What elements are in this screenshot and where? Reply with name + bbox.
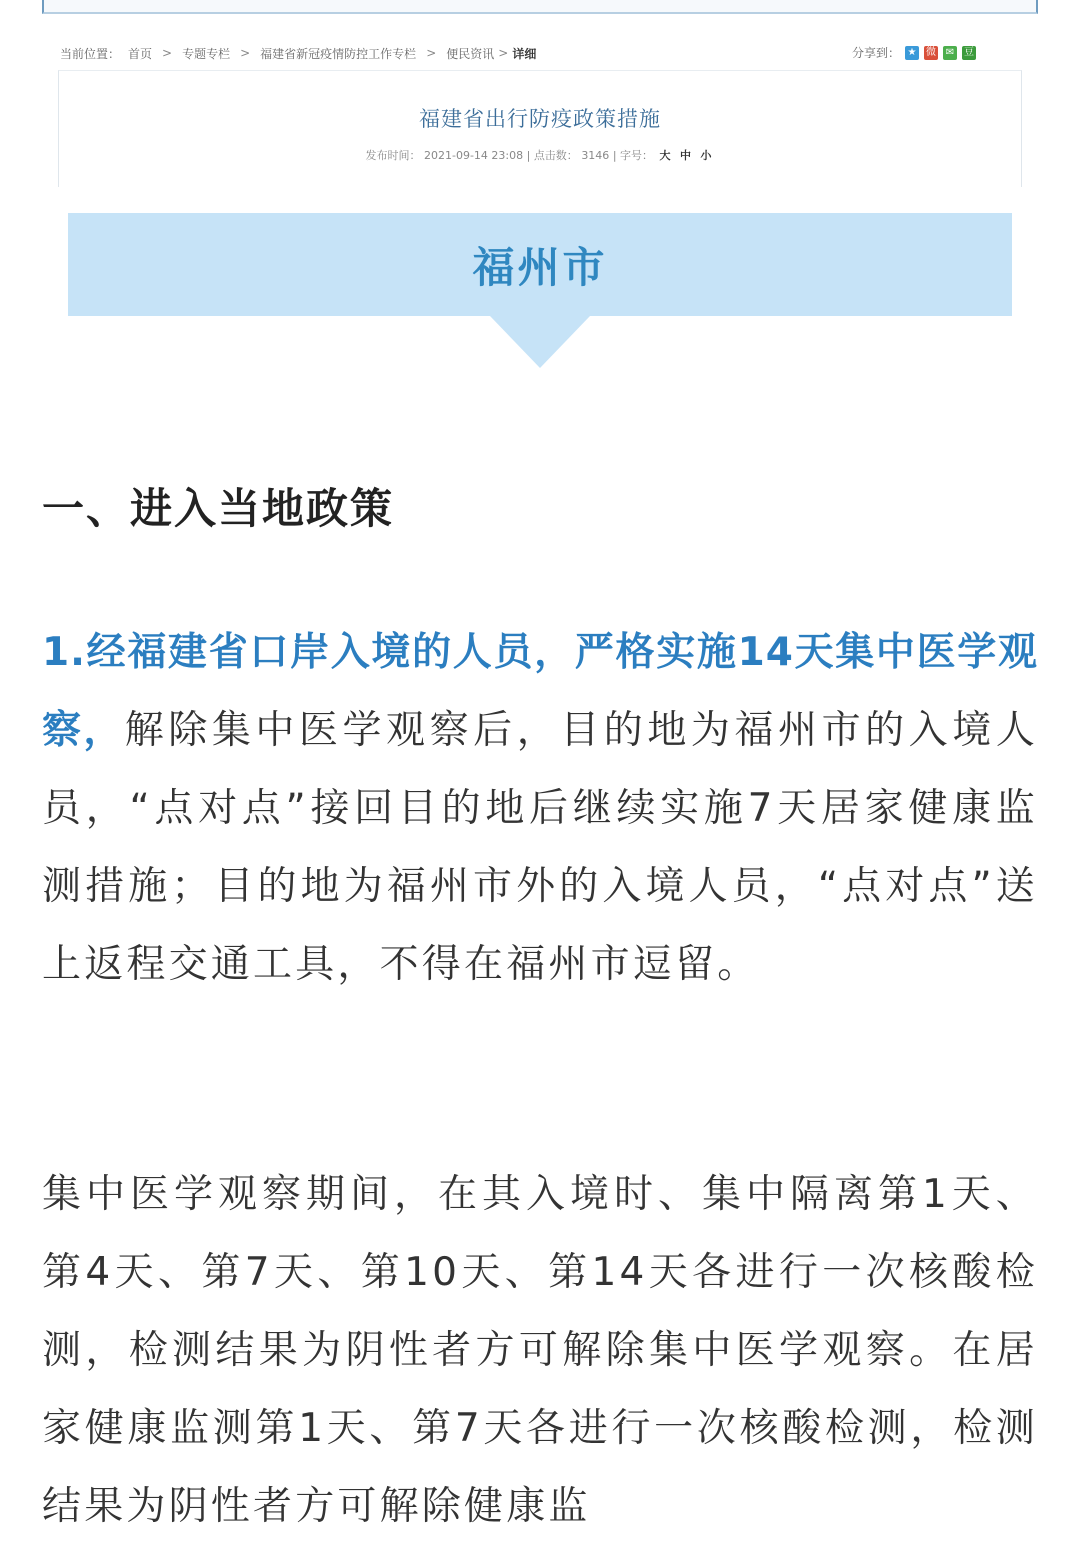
breadcrumb-covid-column[interactable]: 福建省新冠疫情防控工作专栏: [260, 46, 417, 61]
section-heading: 一、进入当地政策: [42, 484, 395, 533]
policy-paragraph-1: [42, 614, 1038, 1004]
article-meta: 发布时间： 2021-09-14 23:08 | 点击数： 3146 | 字号： 大 中 小: [365, 149, 712, 162]
font-size-small[interactable]: 小: [700, 149, 712, 162]
breadcrumb-home[interactable]: 首页: [128, 46, 153, 61]
chevron-right-icon: >: [162, 46, 173, 60]
breadcrumb-current: 详细: [512, 46, 537, 61]
page-title: 福建省出行防疫政策措施: [419, 107, 661, 131]
douban-icon[interactable]: 豆: [964, 46, 974, 58]
city-banner: [68, 213, 1012, 316]
wechat-icon[interactable]: ✉: [943, 46, 957, 60]
article-screenshot: [42, 0, 1038, 186]
policy-highlight: 1.经福建省口岸入境的人员，严格实施14天集中医学观察，: [42, 630, 1038, 753]
breadcrumb-label: 当前位置：: [60, 46, 121, 61]
chevron-right-icon: >: [498, 46, 509, 60]
window-frame: [42, 0, 1038, 14]
share-label: 分享到：: [851, 46, 900, 60]
font-size-medium[interactable]: 中: [680, 149, 692, 162]
publish-label: 发布时间：: [365, 149, 421, 162]
banner-arrow-icon: [490, 316, 590, 368]
weibo-icon[interactable]: 微: [926, 46, 936, 58]
qzone-icon[interactable]: ★: [905, 46, 919, 60]
clicks-label: 点击数：: [533, 149, 578, 162]
font-size-label: 字号：: [620, 149, 654, 162]
publish-time: 2021-09-14 23:08: [423, 149, 524, 162]
policy-text-1: 解除集中医学观察后，目的地为福州市的入境人员，“点对点”接回目的地后继续实施7天居家健康监测措施；目的地为福州市外的入境人员，“点对点”送上返程交通工具，不得在福州市逗留。: [42, 708, 1038, 987]
breadcrumb-public-info[interactable]: 便民资讯: [446, 46, 495, 61]
share-bar: [852, 44, 976, 61]
font-size-large[interactable]: 大: [659, 149, 671, 162]
policy-text-2: 集中医学观察期间，在其入境时、集中隔离第1天、第4天、第7天、第10天、第14天各进行一次核酸检测，检测结果为阴性者方可解除集中医学观察。在居家健康监测第1天、第7天各进行一次核酸检测，检测结果为阴性者方可解除健康监: [42, 1172, 1038, 1529]
click-count: 3146: [581, 149, 610, 162]
article-header: [58, 70, 1022, 187]
city-title: 福州市: [472, 243, 608, 292]
breadcrumb-topics[interactable]: 专题专栏: [182, 46, 231, 61]
chevron-right-icon: >: [240, 46, 251, 60]
policy-paragraph-2: [42, 1156, 1038, 1546]
chevron-right-icon: >: [426, 46, 437, 60]
